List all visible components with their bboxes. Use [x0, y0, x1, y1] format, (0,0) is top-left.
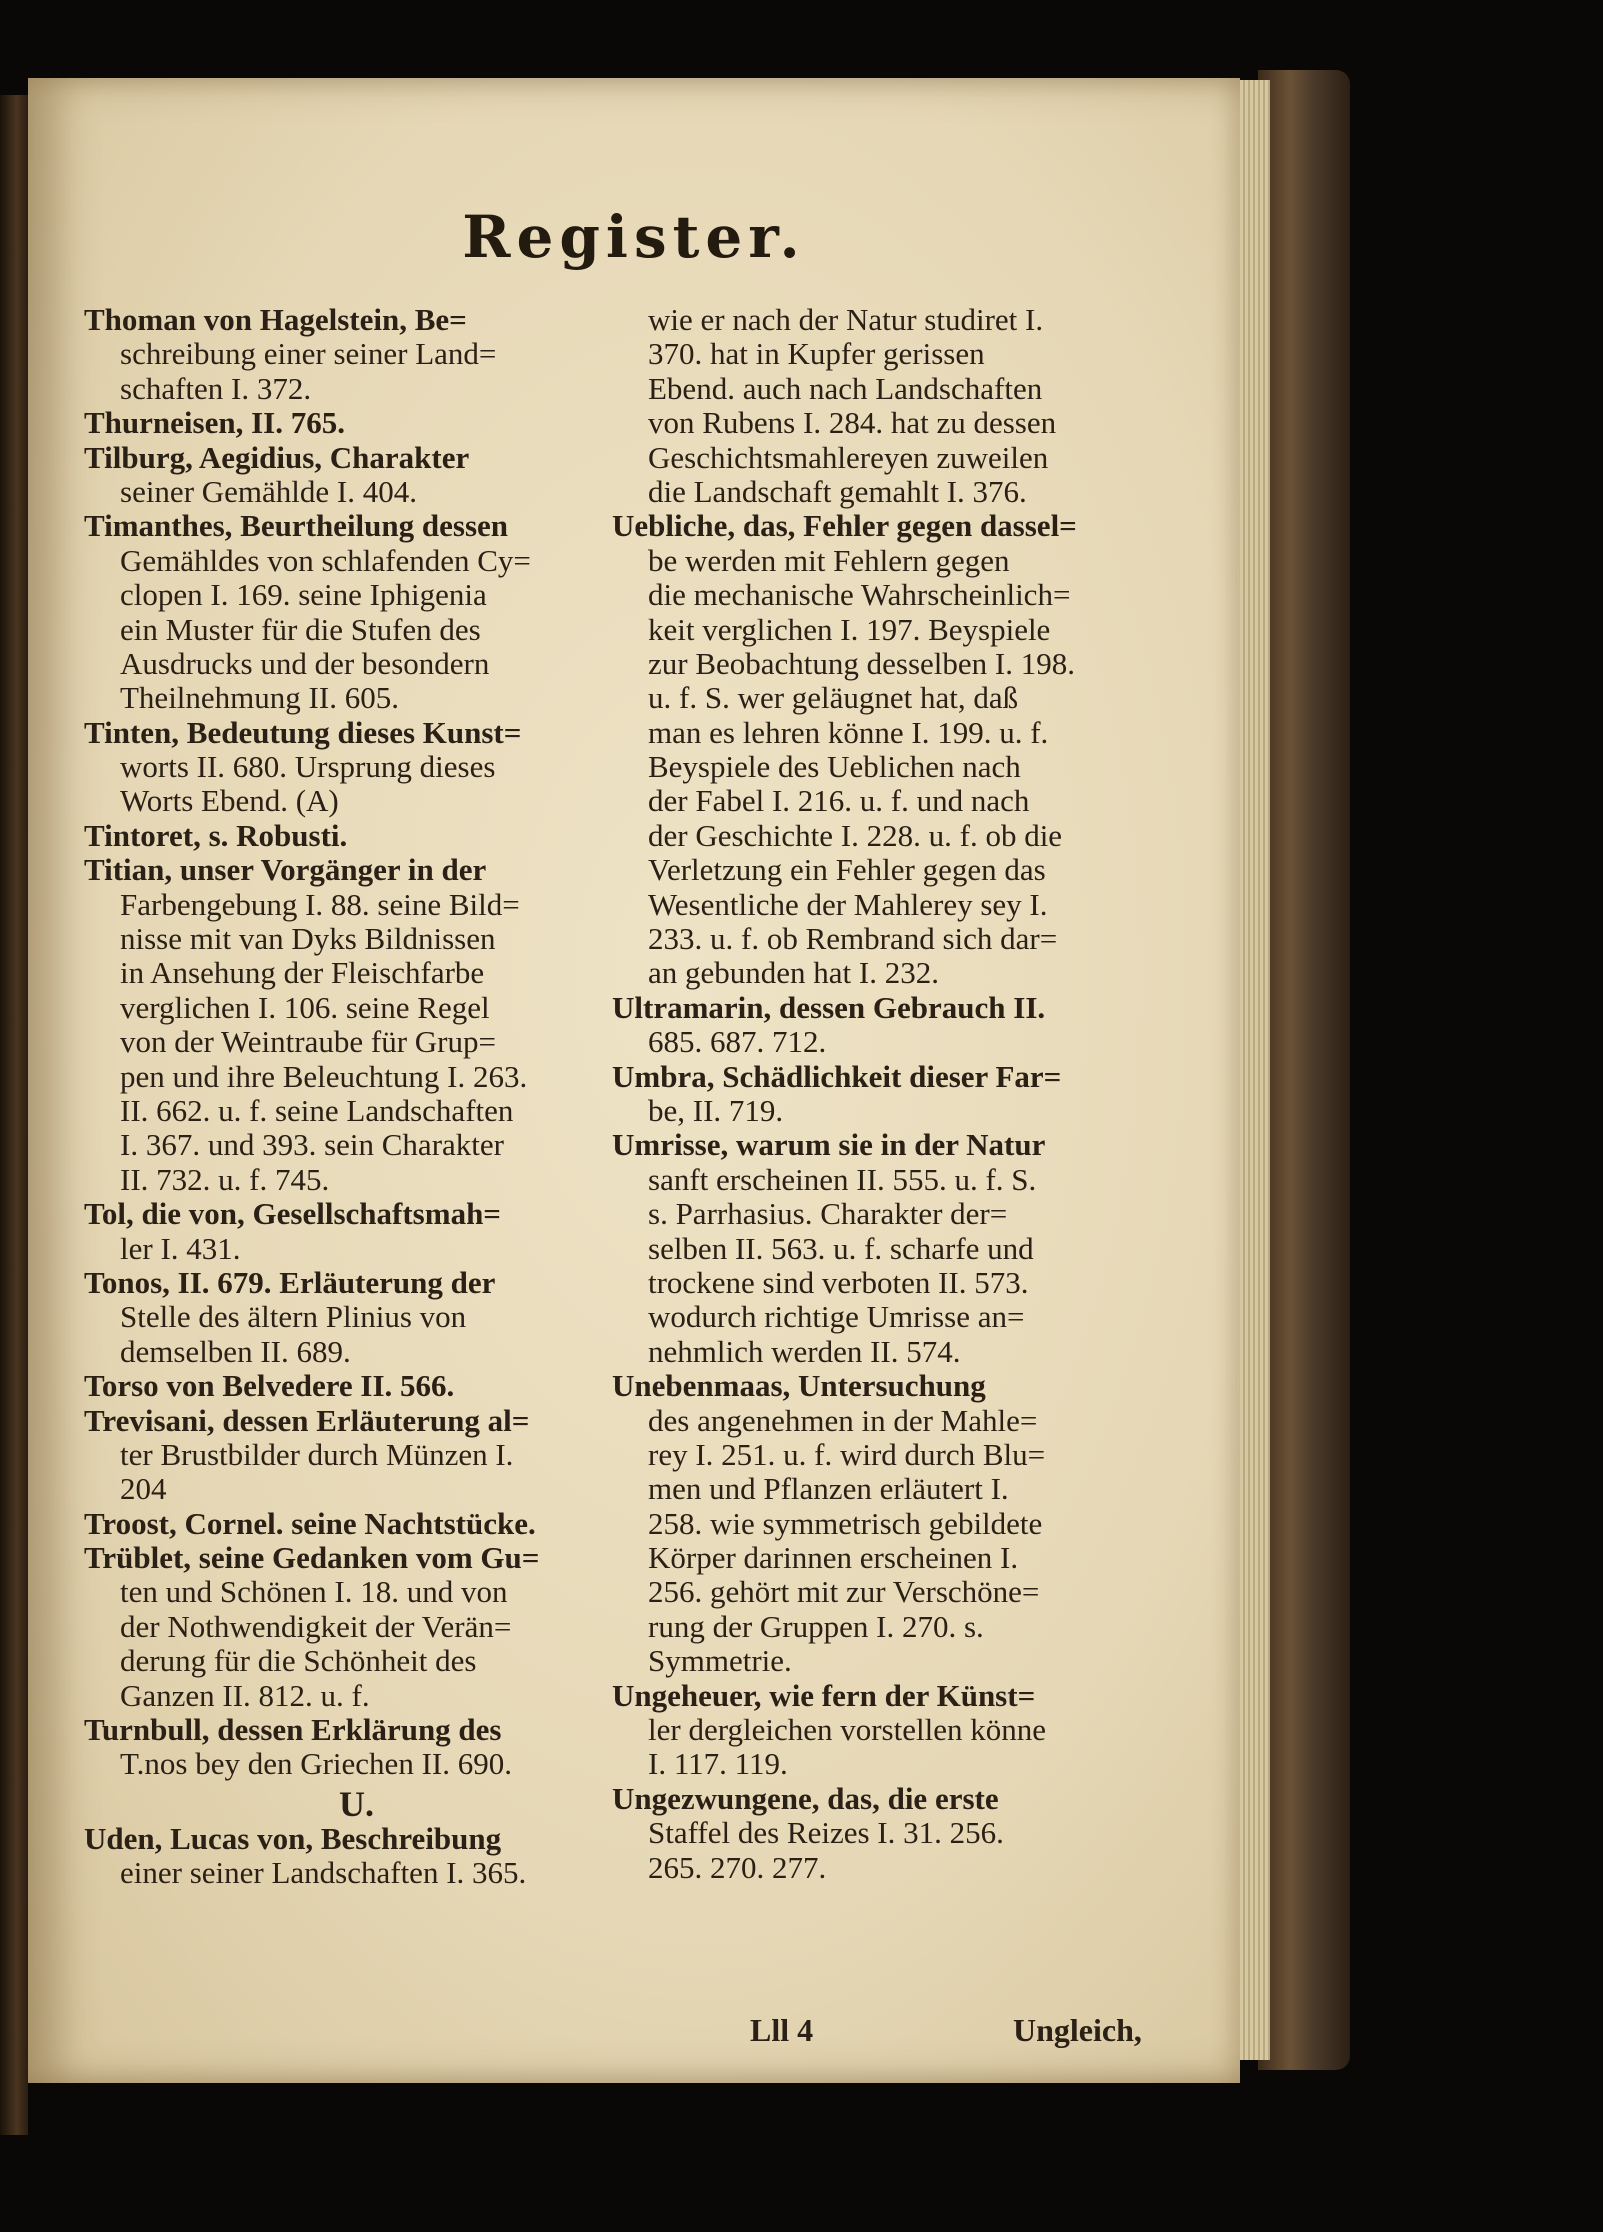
book-spine: [0, 95, 28, 2135]
index-entry-line: Gemähldes von schlafenden Cy=: [120, 542, 531, 578]
index-entry-head: Tinten, Bedeutung dieses Kunst=: [84, 714, 522, 750]
index-entry-head: Tilburg, Aegidius, Charakter: [84, 439, 470, 475]
index-entry-line: sanft erscheinen II. 555. u. f. S.: [648, 1161, 1037, 1197]
index-entry-line: II. 662. u. f. seine Landschaften: [120, 1092, 514, 1128]
index-entry-line: wodurch richtige Umrisse an=: [648, 1299, 1025, 1335]
index-entry-line: ten und Schönen I. 18. und von: [120, 1574, 508, 1610]
index-entry-head: Turnbull, dessen Erklärung des: [84, 1712, 502, 1748]
index-entry-line: Ganzen II. 812. u. f.: [120, 1677, 370, 1713]
index-entry-line: Körper darinnen erscheinen I.: [648, 1540, 1019, 1576]
index-entry-line: be werden mit Fehlern gegen: [648, 542, 1010, 578]
index-entry-line: von Rubens I. 284. hat zu dessen: [648, 405, 1057, 441]
index-entry-line: der Geschichte I. 228. u. f. ob die: [648, 817, 1063, 853]
book-page: [28, 78, 1240, 2083]
index-entry-head: Uebliche, das, Fehler gegen dassel=: [612, 508, 1077, 544]
index-entry-line: des angenehmen in der Mahle=: [648, 1402, 1038, 1438]
index-entry-line: rey I. 251. u. f. wird durch Blu=: [648, 1436, 1046, 1472]
index-entry-line: T.nos bey den Griechen II. 690.: [120, 1746, 512, 1782]
index-entry-line: die mechanische Wahrscheinlich=: [648, 577, 1071, 613]
index-entry-line: an gebunden hat I. 232.: [648, 955, 939, 991]
index-entry-line: Beyspiele des Ueblichen nach: [648, 749, 1021, 785]
right-column: [612, 303, 1172, 1885]
index-entry-head: Tintoret, s. Robusti.: [84, 817, 348, 853]
index-entry-line: rung der Gruppen I. 270. s.: [648, 1608, 984, 1644]
index-entry-line: keit verglichen I. 197. Beyspiele: [648, 611, 1051, 647]
index-entry-line: Wesentliche der Mahlerey sey I.: [648, 886, 1048, 922]
index-entry-line: 685. 687. 712.: [648, 1024, 827, 1060]
index-entry-line: s. Parrhasius. Charakter der=: [648, 1196, 1008, 1232]
index-entry-line: nehmlich werden II. 574.: [648, 1333, 961, 1369]
index-entry-head: Ultramarin, dessen Gebrauch II.: [612, 989, 1046, 1025]
index-entry-line: Farbengebung I. 88. seine Bild=: [120, 886, 520, 922]
index-entry-line: 258. wie symmetrisch gebildete: [648, 1505, 1043, 1541]
page-title: Register.: [462, 203, 806, 271]
index-entry-line: der Nothwendigkeit der Verän=: [120, 1608, 512, 1644]
index-entry-line: 233. u. f. ob Rembrand sich dar=: [648, 921, 1058, 957]
index-entry-head: Umbra, Schädlichkeit dieser Far=: [612, 1058, 1062, 1094]
index-entry-head: Uden, Lucas von, Beschreibung: [84, 1820, 502, 1856]
index-entry-head: Troost, Cornel. seine Nachtstücke.: [84, 1505, 536, 1541]
index-entry-line: Stelle des ältern Plinius von: [120, 1299, 467, 1335]
left-column: [84, 303, 629, 1891]
index-entry-line: clopen I. 169. seine Iphigenia: [120, 577, 487, 613]
index-entry-line: worts II. 680. Ursprung dieses: [120, 749, 496, 785]
index-entry-line: zur Beobachtung desselben I. 198.: [648, 645, 1075, 681]
index-entry-head: Tol, die von, Gesellschaftsmah=: [84, 1196, 501, 1232]
index-entry-head: Tonos, II. 679. Erläuterung der: [84, 1264, 496, 1300]
catchword: Ungleich,: [1013, 2012, 1142, 2048]
index-entry-line: man es lehren könne I. 199. u. f.: [648, 714, 1049, 750]
book-cover-edge: [1258, 70, 1350, 2070]
index-entry-line: derung für die Schönheit des: [120, 1643, 477, 1679]
index-entry-line: 265. 270. 277.: [648, 1849, 827, 1885]
index-entry-line: ler dergleichen vorstellen könne: [648, 1712, 1046, 1748]
index-entry-line: pen und ihre Beleuchtung I. 263.: [120, 1058, 528, 1094]
index-entry-line: Staffel des Reizes I. 31. 256.: [648, 1815, 1004, 1851]
index-entry-head: Thurneisen, II. 765.: [84, 405, 345, 441]
index-entry-line: nisse mit van Dyks Bildnissen: [120, 921, 496, 957]
index-entry-line: 204: [120, 1471, 167, 1507]
index-entry-line: 256. gehört mit zur Verschöne=: [648, 1574, 1040, 1610]
index-entry-line: einer seiner Landschaften I. 365.: [120, 1855, 527, 1891]
signature-mark: Lll 4: [750, 2012, 814, 2048]
index-entry-head: Ungezwungene, das, die erste: [612, 1780, 999, 1816]
index-entry-line: die Landschaft gemahlt I. 376.: [648, 473, 1027, 509]
index-entry-line: wie er nach der Natur studiret I.: [648, 302, 1044, 337]
index-entry-line: Geschichtsmahlereyen zuweilen: [648, 439, 1049, 475]
index-entry-head: Titian, unser Vorgänger in der: [84, 852, 487, 888]
index-entry-line: ter Brustbilder durch Münzen I.: [120, 1436, 514, 1472]
index-entry-line: schreibung einer seiner Land=: [120, 336, 497, 372]
index-entry-line: Symmetrie.: [648, 1643, 792, 1679]
index-entry-line: I. 117. 119.: [648, 1746, 788, 1782]
index-entry-line: u. f. S. wer geläugnet hat, daß: [648, 680, 1019, 716]
index-entry-line: schaften I. 372.: [120, 370, 312, 406]
index-entry-line: verglichen I. 106. seine Regel: [120, 989, 490, 1025]
index-entry-head: Thoman von Hagelstein, Be=: [84, 302, 467, 337]
index-entry-line: Ausdrucks und der besondern: [120, 645, 490, 681]
index-entry-head: Ungeheuer, wie fern der Künst=: [612, 1677, 1036, 1713]
index-entry-head: Timanthes, Beurtheilung dessen: [84, 508, 509, 544]
index-entry-line: II. 732. u. f. 745.: [120, 1161, 330, 1197]
index-entry-head: Trüblet, seine Gedanken vom Gu=: [84, 1540, 540, 1576]
index-entry-line: trockene sind verboten II. 573.: [648, 1264, 1029, 1300]
index-entry-line: ler I. 431.: [120, 1230, 241, 1266]
index-entry-line: demselben II. 689.: [120, 1333, 351, 1369]
index-entry-line: Ebend. auch nach Landschaften: [648, 370, 1043, 406]
page-footer: [28, 2012, 1240, 2052]
index-entry-head: Torso von Belvedere II. 566.: [84, 1368, 455, 1404]
section-letter: U.: [339, 1783, 374, 1824]
index-entry-line: ein Muster für die Stufen des: [120, 611, 481, 647]
index-entry-head: Trevisani, dessen Erläuterung al=: [84, 1402, 530, 1438]
index-entry-line: men und Pflanzen erläutert I.: [648, 1471, 1009, 1507]
index-entry-line: I. 367. und 393. sein Charakter: [120, 1127, 504, 1163]
index-entry-line: der Fabel I. 216. u. f. und nach: [648, 783, 1030, 819]
index-entry-line: von der Weintraube für Grup=: [120, 1024, 496, 1060]
index-entry-line: seiner Gemählde I. 404.: [120, 473, 417, 509]
index-entry-head: Unebenmaas, Untersuchung: [612, 1368, 986, 1404]
index-entry-line: 370. hat in Kupfer gerissen: [648, 336, 985, 372]
index-entry-line: Theilnehmung II. 605.: [120, 680, 399, 716]
index-entry-head: Umrisse, warum sie in der Natur: [612, 1127, 1046, 1163]
index-entry-line: Verletzung ein Fehler gegen das: [648, 852, 1046, 888]
index-entry-line: selben II. 563. u. f. scharfe und: [648, 1230, 1034, 1266]
index-entry-line: Worts Ebend. (A): [120, 783, 339, 819]
index-entry-line: in Ansehung der Fleischfarbe: [120, 955, 485, 991]
index-entry-line: be, II. 719.: [648, 1092, 784, 1128]
